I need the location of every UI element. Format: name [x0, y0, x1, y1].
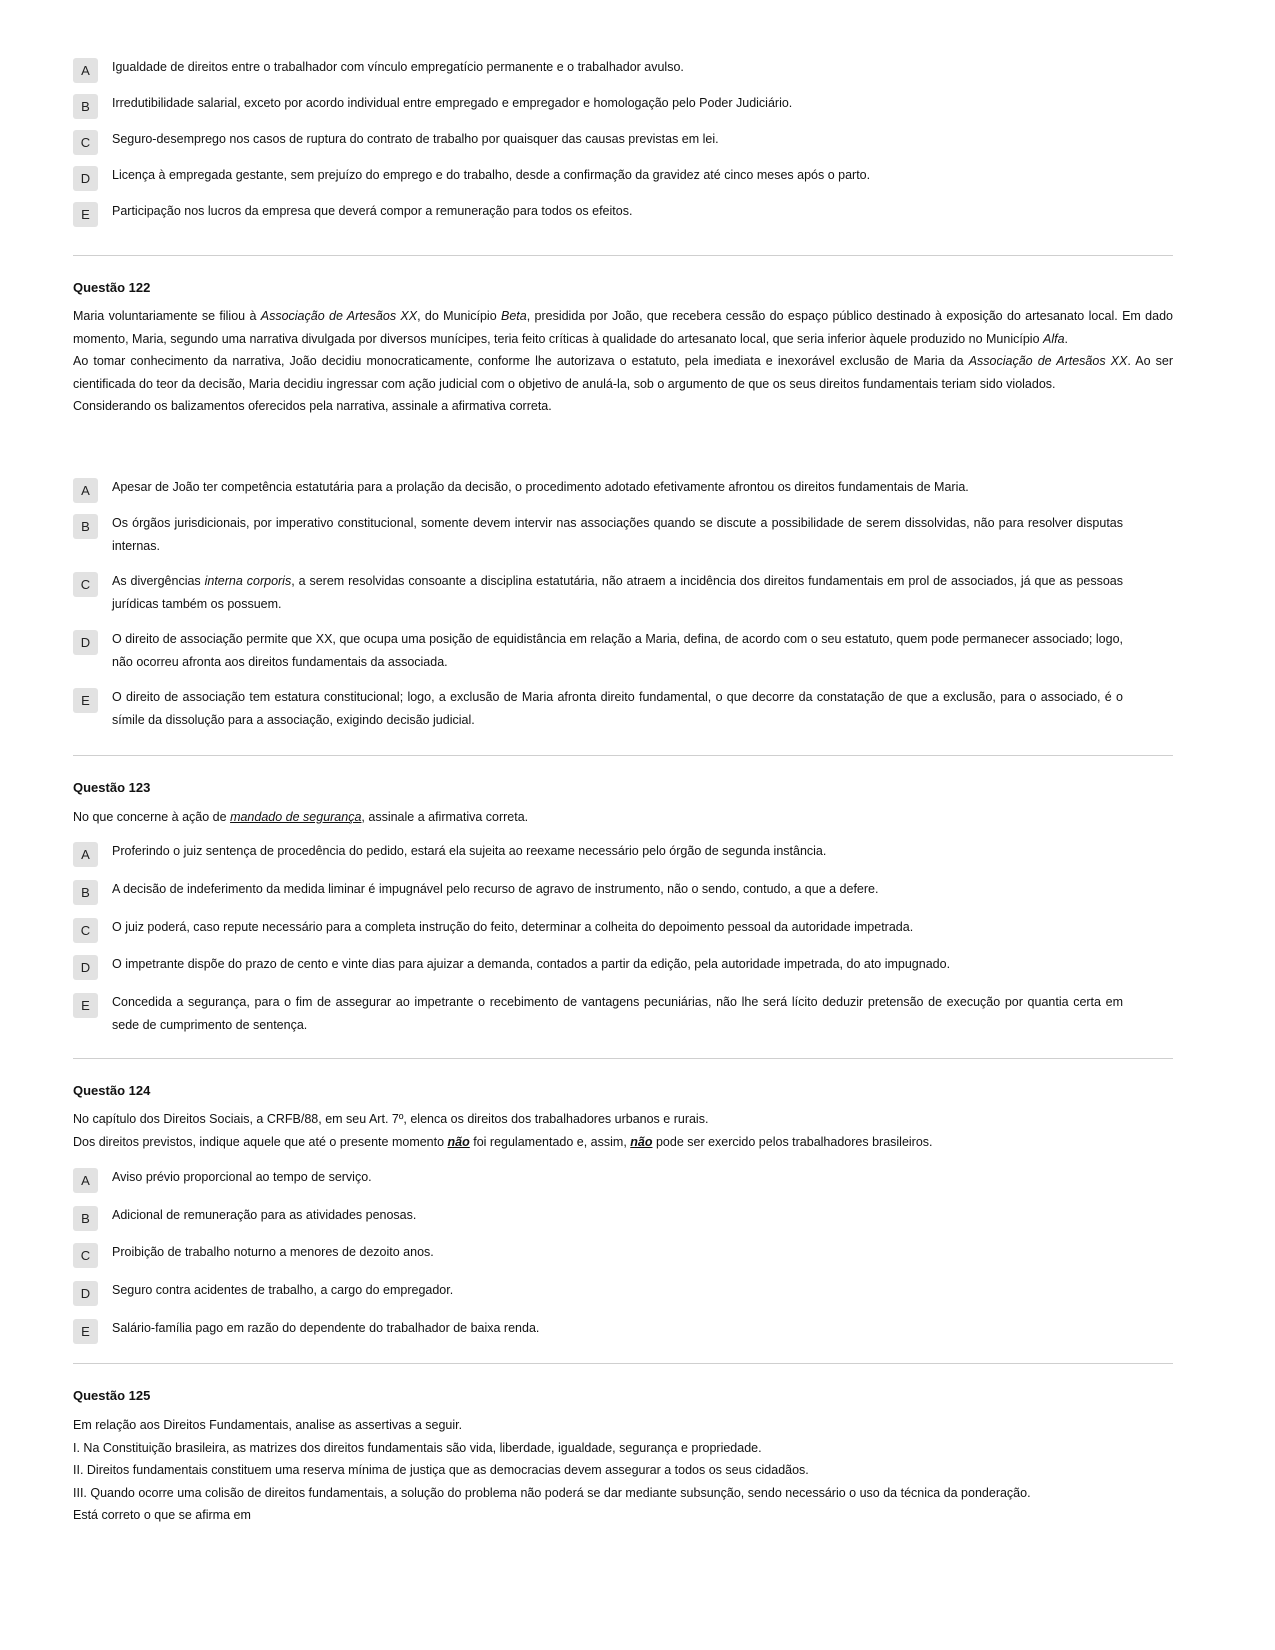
option-text: Licença à empregada gestante, sem prejuízo do emprego e do trabalho, desde a confirmação da gravidez até cinco meses após o parto. [112, 168, 871, 182]
q121-option-a[interactable] [73, 58, 1123, 83]
q122-option-e[interactable] [73, 688, 1123, 731]
option-text: Salário-família pago em razão do dependente do trabalhador de baixa renda. [112, 1321, 540, 1335]
question-divider [73, 755, 1173, 756]
option-text: Concedida a segurança, para o fim de assegurar ao impetrante o recebimento de vantagens pecuniárias, não lhe será lícito deduzir pretensão de execução por quantia certa em sede de cumprimento de sentença. [112, 995, 1123, 1032]
q121-option-e[interactable] [73, 202, 1123, 227]
option-text: O direito de associação tem estatura constitucional; logo, a exclusão de Maria afronta direito fundamental, o que decorre da constatação de que a exclusão, para o associado, é o símile da dissolução para a associação, exigindo decisão judicial. [112, 690, 1123, 727]
q123-option-c[interactable] [73, 918, 1123, 943]
option-letter-badge: C [73, 1243, 98, 1268]
option-text: Seguro-desemprego nos casos de ruptura do contrato de trabalho por quaisquer das causas previstas em lei. [112, 132, 719, 146]
option-letter-badge: A [73, 478, 98, 503]
option-letter-badge: E [73, 993, 98, 1018]
option-letter-badge: D [73, 1281, 98, 1306]
option-letter-badge: C [73, 918, 98, 943]
stem-line: III. Quando ocorre uma colisão de direitos fundamentais, a solução do problema não poderá se dar mediante subsunção, sendo necessário o uso da técnica da ponderação. [73, 1485, 1031, 1500]
q122-option-a[interactable] [73, 478, 1123, 503]
question-title: Questão 125 [73, 1388, 151, 1403]
question-stem [73, 1108, 1173, 1153]
option-text: Igualdade de direitos entre o trabalhador com vínculo empregatício permanente e o trabalhador avulso. [112, 60, 684, 74]
question-divider [73, 1363, 1173, 1364]
option-letter-badge: A [73, 1168, 98, 1193]
stem-line: II. Direitos fundamentais constituem uma reserva mínima de justiça que as democracias devem assegurar a todos os seus cidadãos. [73, 1463, 809, 1477]
option-text: O juiz poderá, caso repute necessário para a completa instrução do feito, determinar a colheita do depoimento pessoal da autoridade impetrada. [112, 920, 914, 934]
option-text: Aviso prévio proporcional ao tempo de serviço. [112, 1170, 372, 1184]
question-title: Questão 122 [73, 280, 151, 295]
q123-option-e[interactable] [73, 993, 1123, 1036]
option-letter-badge: E [73, 202, 98, 227]
stem-paragraph: Considerando os balizamentos oferecidos pela narrativa, assinale a afirmativa correta. [73, 399, 552, 413]
question-divider [73, 1058, 1173, 1059]
stem-paragraph: No capítulo dos Direitos Sociais, a CRFB/88, em seu Art. 7º, elenca os direitos dos trabalhadores urbanos e rurais. [73, 1112, 709, 1126]
option-letter-badge: B [73, 514, 98, 539]
option-text: Adicional de remuneração para as atividades penosas. [112, 1208, 417, 1222]
option-text: Os órgãos jurisdicionais, por imperativo constitucional, somente devem intervir nas associações quando se discute a possibilidade de serem dissolvidas, não para resolver disputas internas. [112, 516, 1123, 553]
q124-option-a[interactable] [73, 1168, 1123, 1193]
q123-option-b[interactable] [73, 880, 1123, 905]
option-letter-badge: E [73, 1319, 98, 1344]
option-letter-badge: D [73, 166, 98, 191]
option-text: Seguro contra acidentes de trabalho, a cargo do empregador. [112, 1283, 454, 1297]
option-text: As divergências interna corporis, a serem resolvidas consoante a disciplina estatutária, não atraem a incidência dos direitos fundamentais em prol de associados, já que as pessoas jurídicas também os possuem. [112, 574, 1123, 611]
q123-option-a[interactable] [73, 842, 1123, 867]
option-letter-badge: B [73, 94, 98, 119]
q122-option-d[interactable] [73, 630, 1123, 673]
q123-option-d[interactable] [73, 955, 1123, 980]
option-letter-badge: B [73, 1206, 98, 1231]
q122-option-b[interactable] [73, 514, 1123, 557]
option-letter-badge: A [73, 842, 98, 867]
stem-paragraph: No que concerne à ação de mandado de segurança, assinale a afirmativa correta. [73, 810, 529, 824]
question-title: Questão 124 [73, 1083, 151, 1098]
option-text: O impetrante dispõe do prazo de cento e vinte dias para ajuizar a demanda, contados a partir da edição, pela autoridade impetrada, do ato impugnado. [112, 957, 951, 971]
stem-paragraph: Ao tomar conhecimento da narrativa, João decidiu monocraticamente, conforme lhe autorizava o estatuto, pela imediata e inexorável exclusão de Maria da Associação de Artesãos XX. Ao ser cientificada do teor da decisão, Maria decidiu ingressar com ação judicial com o objetivo de anulá-la, sob o argumento de que os seus direitos fundamentais teriam sido violados. [73, 354, 1173, 391]
stem-paragraph: Maria voluntariamente se filiou à Associação de Artesãos XX, do Município Beta, presidida por João, que recebera cessão do espaço público destinado à exposição do artesanato local. Em dado momento, Maria, segundo uma narrativa divulgada por diversos munícipes, teria feito críticas à qualidade do artesanato local, que seria inferior àquele produzido no Município Alfa. [73, 309, 1173, 346]
stem-line: Em relação aos Direitos Fundamentais, analise as assertivas a seguir. [73, 1418, 463, 1432]
question-stem [73, 806, 1173, 829]
option-letter-badge: E [73, 688, 98, 713]
option-text: A decisão de indeferimento da medida liminar é impugnável pelo recurso de agravo de instrumento, não o sendo, contudo, a que a defere. [112, 882, 879, 896]
stem-line: I. Na Constituição brasileira, as matrizes dos direitos fundamentais são vida, liberdade, igualdade, segurança e propriedade. [73, 1440, 762, 1455]
option-text: Participação nos lucros da empresa que deverá compor a remuneração para todos os efeitos. [112, 204, 633, 218]
stem-paragraph: Dos direitos previstos, indique aquele que até o presente momento não foi regulamentado e, assim, não pode ser exercido pelos trabalhadores brasileiros. [73, 1134, 933, 1149]
stem-line: Está correto o que se afirma em [73, 1508, 251, 1522]
option-letter-badge: A [73, 58, 98, 83]
question-divider [73, 255, 1173, 256]
option-letter-badge: B [73, 880, 98, 905]
q124-option-c[interactable] [73, 1243, 1123, 1268]
option-letter-badge: D [73, 630, 98, 655]
q124-option-b[interactable] [73, 1206, 1123, 1231]
q121-option-b[interactable] [73, 94, 1123, 119]
option-text: O direito de associação permite que XX, que ocupa uma posição de equidistância em relação a Maria, defina, de acordo com o seu estatuto, quem pode permanecer associado; logo, não ocorreu afronta aos direitos fundamentais da associada. [112, 632, 1123, 669]
q122-option-c[interactable] [73, 572, 1123, 615]
option-letter-badge: C [73, 572, 98, 597]
option-letter-badge: D [73, 955, 98, 980]
question-stem [73, 305, 1173, 418]
q124-option-d[interactable] [73, 1281, 1123, 1306]
option-text: Proibição de trabalho noturno a menores de dezoito anos. [112, 1245, 434, 1259]
stem-link: mandado de segurança [230, 810, 362, 824]
option-text: Apesar de João ter competência estatutária para a prolação da decisão, o procedimento adotado efetivamente afrontou os direitos fundamentais de Maria. [112, 480, 969, 494]
q121-option-c[interactable] [73, 130, 1123, 155]
option-text: Irredutibilidade salarial, exceto por acordo individual entre empregado e empregador e homologação pelo Poder Judiciário. [112, 96, 793, 110]
q124-option-e[interactable] [73, 1319, 1123, 1344]
question-stem [73, 1414, 1173, 1527]
question-title: Questão 123 [73, 780, 151, 795]
q121-option-d[interactable] [73, 166, 1123, 191]
option-text: Proferindo o juiz sentença de procedência do pedido, estará ela sujeita ao reexame necessário pelo órgão de segunda instância. [112, 844, 827, 858]
option-letter-badge: C [73, 130, 98, 155]
